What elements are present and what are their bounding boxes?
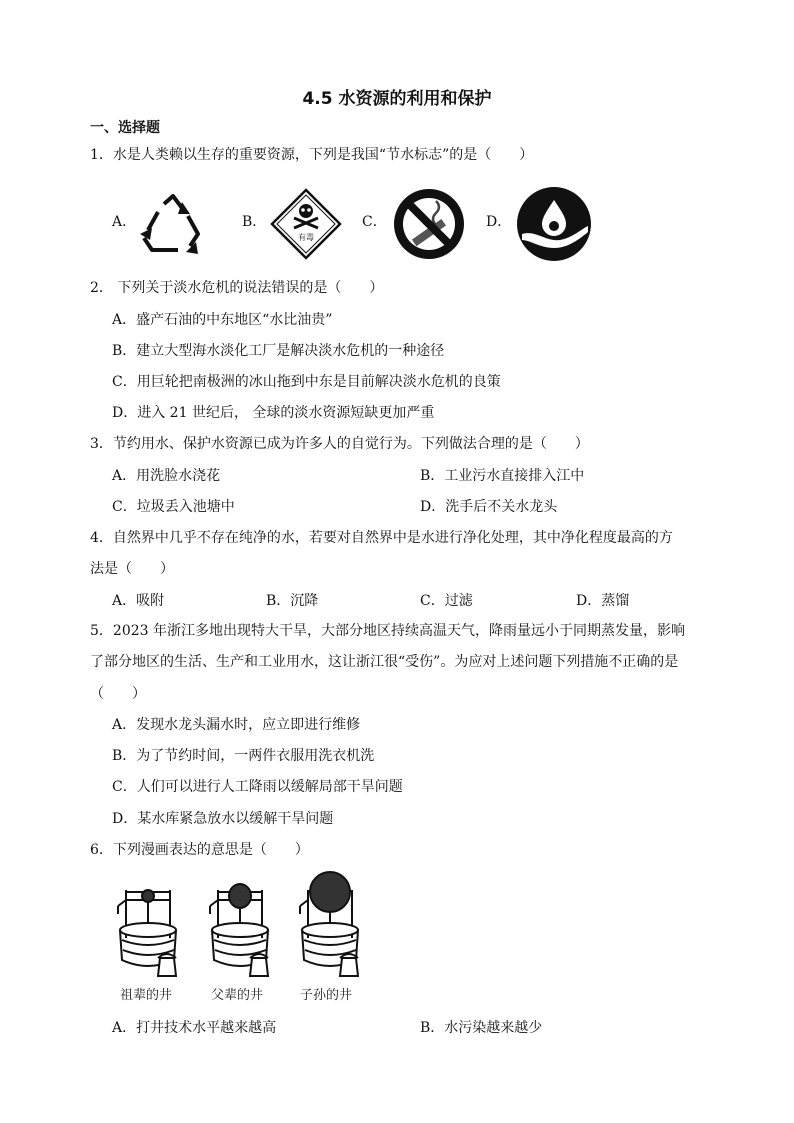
q2-option-d[interactable]: D．进入 21 世纪后， 全球的淡水资源短缺更加严重 — [112, 405, 435, 421]
no-smoking-icon[interactable] — [392, 187, 466, 261]
question-5-stem-line-2: 了部分地区的生活、生产和工业用水，这让浙江很“受伤”。为应对上述问题下列措施不正确的是 — [90, 654, 679, 670]
q1-option-c-label[interactable]: C． — [362, 214, 387, 230]
q2-option-a[interactable]: A．盛产石油的中东地区“水比油贵” — [112, 312, 333, 328]
question-3-stem: 3．节约用水、保护水资源已成为许多人的自觉行为。下列做法合理的是（ ） — [90, 436, 589, 452]
page-title: 4.5 水资源的利用和保护 — [302, 89, 492, 109]
caption-descendants-well: 子孙的井 — [300, 988, 353, 1003]
caption-grandparents-well: 祖辈的井 — [120, 988, 173, 1003]
q2-option-c[interactable]: C．用巨轮把南极洲的冰山拖到中东是目前解决淡水危机的良策 — [112, 374, 501, 390]
well-cartoon-grandparents — [112, 880, 188, 980]
q4-option-d[interactable]: D．蒸馏 — [576, 593, 630, 609]
q6-option-b[interactable]: B．水污染越来越少 — [420, 1020, 543, 1036]
q5-option-c[interactable]: C．人们可以进行人工降雨以缓解局部干旱问题 — [112, 779, 403, 795]
question-4-stem-line-1: 4．自然界中几乎不存在纯净的水，若要对自然界中是水进行净化处理，其中净化程度最高的方 — [90, 530, 673, 546]
q3-option-b[interactable]: B．工业污水直接排入江中 — [420, 468, 585, 484]
question-6-stem: 6．下列漫画表达的意思是（ ） — [90, 842, 309, 858]
question-2-stem: 2． 下列关于淡水危机的说法错误的是（ ） — [90, 280, 384, 296]
section-heading: 一、选择题 — [90, 120, 160, 136]
q1-option-a-label[interactable]: A． — [112, 214, 137, 230]
q2-option-b[interactable]: B．建立大型海水淡化工厂是解决淡水危机的一种途径 — [112, 343, 445, 359]
question-5-stem-line-1: 5．2023 年浙江多地出现特大干旱，大部分地区持续高温天气，降雨量远小于同期蒸发量，影响 — [90, 623, 685, 639]
poison-text: 有毒 — [298, 233, 314, 242]
poison-warning-icon[interactable] — [270, 188, 342, 260]
q5-option-d[interactable]: D．某水库紧急放水以缓解干旱问题 — [112, 811, 334, 827]
q3-option-c[interactable]: C．垃圾丢入池塘中 — [112, 499, 235, 515]
water-saving-icon[interactable] — [516, 186, 592, 262]
q5-option-b[interactable]: B．为了节约时间，一两件衣服用洗衣机洗 — [112, 748, 375, 764]
q3-option-a[interactable]: A．用洗脸水浇花 — [112, 468, 221, 484]
q6-option-a[interactable]: A．打井技术水平越来越高 — [112, 1020, 277, 1036]
recycle-icon[interactable] — [138, 194, 208, 256]
question-1-stem: 1．水是人类赖以生存的重要资源，下列是我国“节水标志”的是（ ） — [90, 147, 534, 163]
q1-option-d-label[interactable]: D． — [486, 214, 512, 230]
q3-option-d[interactable]: D．洗手后不关水龙头 — [420, 499, 558, 515]
well-cartoon-parents — [204, 880, 280, 980]
q5-option-a[interactable]: A．发现水龙头漏水时，应立即进行维修 — [112, 717, 361, 733]
q1-option-b-label[interactable]: B． — [242, 214, 267, 230]
q4-option-b[interactable]: B．沉降 — [266, 593, 319, 609]
caption-parents-well: 父辈的井 — [211, 988, 264, 1003]
q4-option-c[interactable]: C．过滤 — [420, 593, 473, 609]
question-4-stem-line-2: 法是（ ） — [90, 561, 174, 577]
well-cartoon-descendants — [294, 870, 370, 980]
q4-option-a[interactable]: A．吸附 — [112, 593, 165, 609]
question-5-stem-line-3: （ ） — [90, 686, 146, 702]
